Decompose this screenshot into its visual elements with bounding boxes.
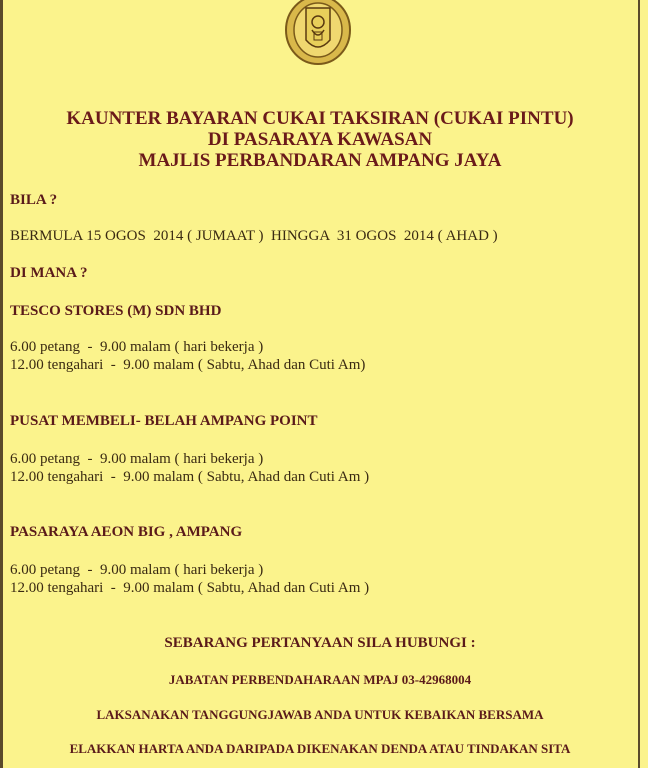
page-border-right <box>638 0 640 768</box>
location-hours-weekday: 6.00 petang - 9.00 malam ( hari bekerja ) <box>10 562 264 578</box>
when-heading: BILA ? <box>10 192 58 208</box>
slogan-responsibility: LAKSANAKAN TANGGUNGJAWAB ANDA UNTUK KEBAIKAN BERSAMA <box>96 707 544 722</box>
when-text: BERMULA 15 OGOS 2014 ( JUMAAT ) HINGGA 31 OGOS 2014 ( AHAD ) <box>10 228 498 244</box>
location-name: TESCO STORES (M) SDN BHD <box>10 303 222 319</box>
location-hours-weekday: 6.00 petang - 9.00 malam ( hari bekerja ) <box>10 339 264 355</box>
title-line-3: MAJLIS PERBANDARAN AMPANG JAYA <box>138 150 502 171</box>
location-hours-weekend: 12.00 tengahari - 9.00 malam ( Sabtu, Ahad dan Cuti Am) <box>10 357 366 373</box>
contact-department: JABATAN PERBENDAHARAAN MPAJ 03-42968004 <box>168 672 472 687</box>
location-hours-weekend: 12.00 tengahari - 9.00 malam ( Sabtu, Ahad dan Cuti Am ) <box>10 469 370 485</box>
location-name: PASARAYA AEON BIG , AMPANG <box>10 524 243 540</box>
location-name: PUSAT MEMBELI- BELAH AMPANG POINT <box>10 413 318 429</box>
contact-heading: SEBARANG PERTANYAAN SILA HUBUNGI : <box>164 635 476 651</box>
title-line-2: DI PASARAYA KAWASAN <box>207 129 433 150</box>
page-border-left <box>0 0 3 768</box>
where-heading: DI MANA ? <box>10 265 88 281</box>
mpaj-crest-logo <box>284 0 352 66</box>
slogan-warning: ELAKKAN HARTA ANDA DARIPADA DIKENAKAN DENDA ATAU TINDAKAN SITA <box>69 741 571 756</box>
location-hours-weekday: 6.00 petang - 9.00 malam ( hari bekerja ) <box>10 451 264 467</box>
title-line-1: KAUNTER BAYARAN CUKAI TAKSIRAN (CUKAI PINTU) <box>66 108 574 129</box>
location-hours-weekend: 12.00 tengahari - 9.00 malam ( Sabtu, Ahad dan Cuti Am ) <box>10 580 370 596</box>
